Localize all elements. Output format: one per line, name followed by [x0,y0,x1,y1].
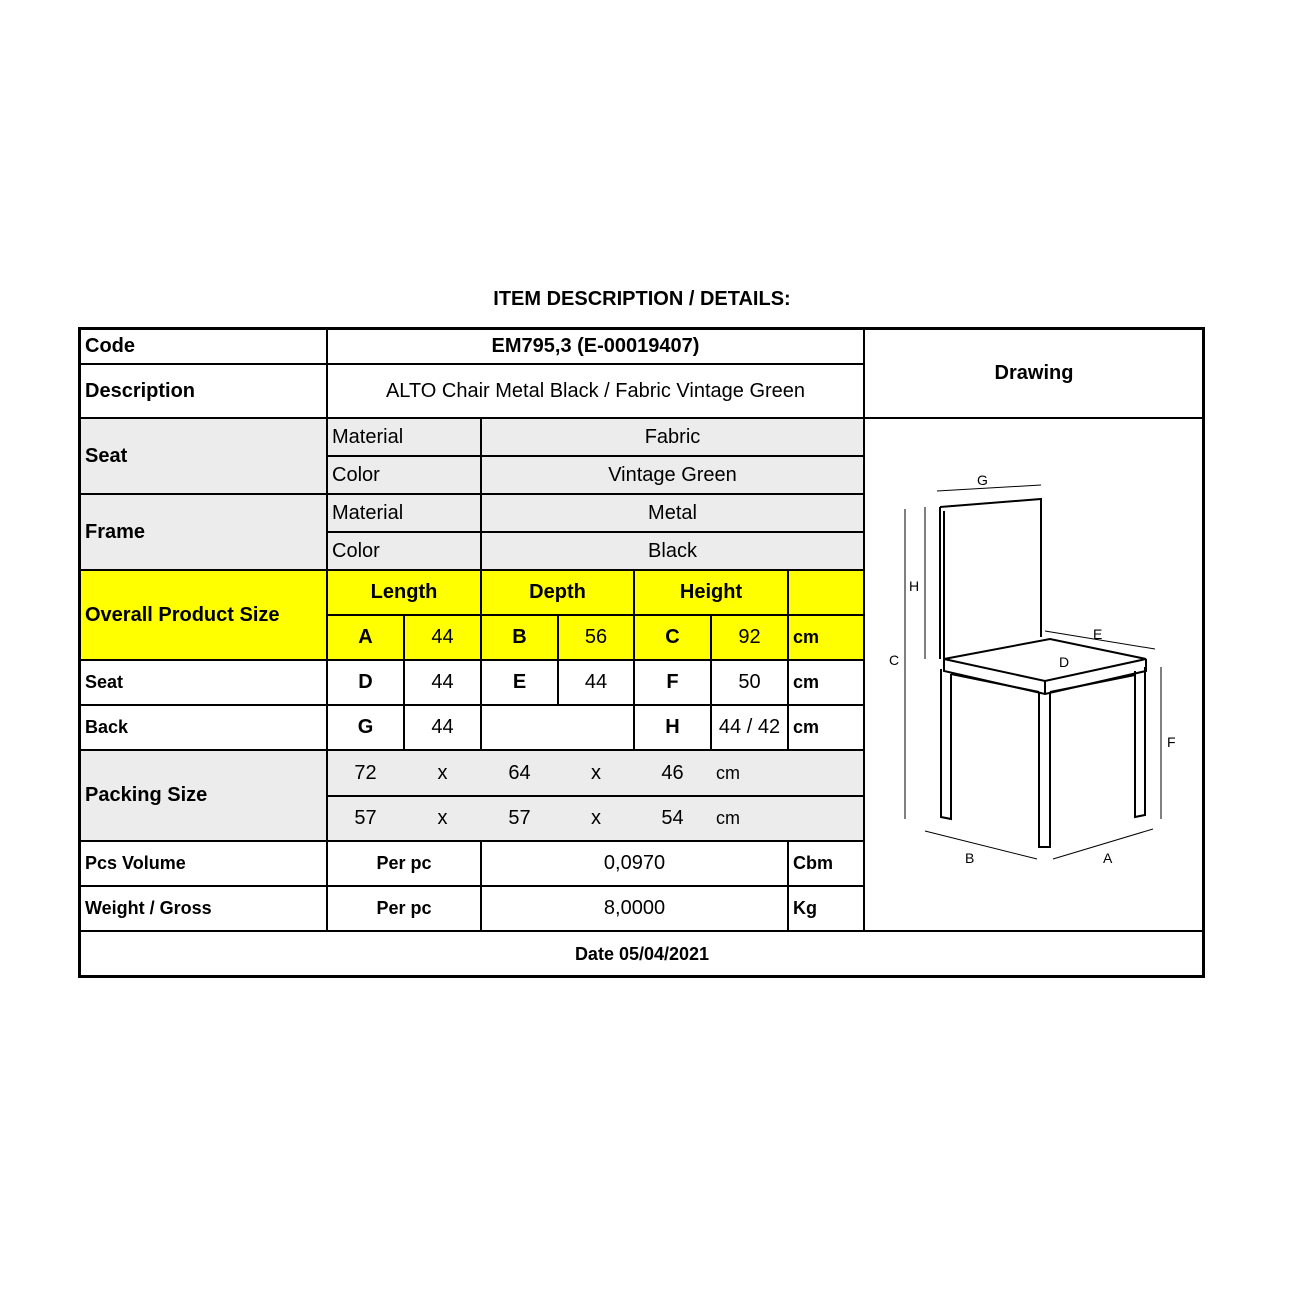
packing-label: Packing Size [85,784,208,806]
dim-letter-c: C [665,626,680,648]
dim-value-a: 44 [431,626,454,648]
packing-row2-a: 57 [354,807,377,829]
packing-row1-unit: cm [716,762,740,783]
drawing-marker-d: D [1059,654,1070,670]
drawing-marker-c: C [889,652,900,668]
seat-dims-unit: cm [793,672,820,692]
dim-value-c: 92 [738,626,761,648]
packing-row1-c: 46 [661,761,684,784]
seat-dims-label: Seat [85,672,124,692]
frame-material-value: Metal [648,501,697,524]
drawing-marker-b: B [965,850,975,866]
drawing-marker-f: F [1167,734,1176,750]
volume-value: 0,0970 [603,852,666,874]
date-footer: Date 05/04/2021 [574,943,710,964]
dim-letter-d: D [358,671,373,693]
dim-letter-h: H [665,716,680,738]
packing-row2-c: 54 [661,807,684,829]
seat-label: Seat [85,444,128,467]
weight-label: Weight / Gross [85,898,212,918]
weight-value: 8,0000 [603,897,666,919]
frame-material-label: Material [332,501,404,524]
seat-material-value: Fabric [644,425,701,448]
drawing-marker-a: A [1103,850,1113,866]
dim-value-e: 44 [584,671,608,693]
packing-row1-sep1: x [437,761,448,784]
seat-color-label: Color [332,463,380,486]
dim-letter-b: B [512,626,527,648]
packing-row2-sep2: x [591,807,601,829]
packing-row1-b: 64 [508,761,531,784]
drawing-marker-h: H [909,578,920,594]
back-dims-label: Back [85,717,129,737]
packing-row1-sep2: x [591,761,601,784]
dim-value-b: 56 [584,626,608,648]
description-label: Description [85,379,196,402]
dim-value-g: 44 [431,716,454,738]
page-title: ITEM DESCRIPTION / DETAILS: [493,288,791,310]
frame-label: Frame [85,520,146,543]
dim-value-f: 50 [738,671,761,693]
length-header: Length [370,581,438,603]
spec-sheet [78,327,1205,978]
code-label: Code [85,335,135,357]
seat-material-label: Material [332,425,404,448]
dim-value-d: 44 [431,671,454,693]
volume-per: Per pc [376,853,432,873]
dim-letter-g: G [357,716,374,738]
seat-color-value: Vintage Green [608,463,737,486]
drawing-marker-g: G [977,472,988,488]
depth-header: Depth [529,581,586,603]
dim-value-h: 44 / 42 [718,716,781,738]
volume-label: Pcs Volume [85,853,186,873]
description-value: ALTO Chair Metal Black / Fabric Vintage Green [385,379,806,402]
frame-color-label: Color [332,539,380,562]
drawing-label: Drawing [994,362,1074,384]
packing-row1-a: 72 [354,761,377,784]
packing-row2-unit: cm [716,808,740,828]
overall-unit: cm [793,627,820,647]
back-dims-unit: cm [793,717,820,737]
weight-unit: Kg [793,898,817,918]
dim-letter-e: E [512,671,527,693]
packing-row2-sep1: x [437,807,448,829]
drawing-marker-e: E [1093,626,1103,642]
frame-color-value: Black [648,539,697,562]
packing-row2-b: 57 [508,807,531,829]
code-value: EM795,3 (E-00019407) [491,335,700,357]
weight-per: Per pc [376,898,432,918]
dim-letter-a: A [358,626,373,648]
height-header: Height [679,581,743,603]
chair-drawing [865,419,1203,930]
volume-unit: Cbm [793,853,833,873]
dim-letter-f: F [666,671,679,693]
overall-size-label: Overall Product Size [85,603,280,626]
